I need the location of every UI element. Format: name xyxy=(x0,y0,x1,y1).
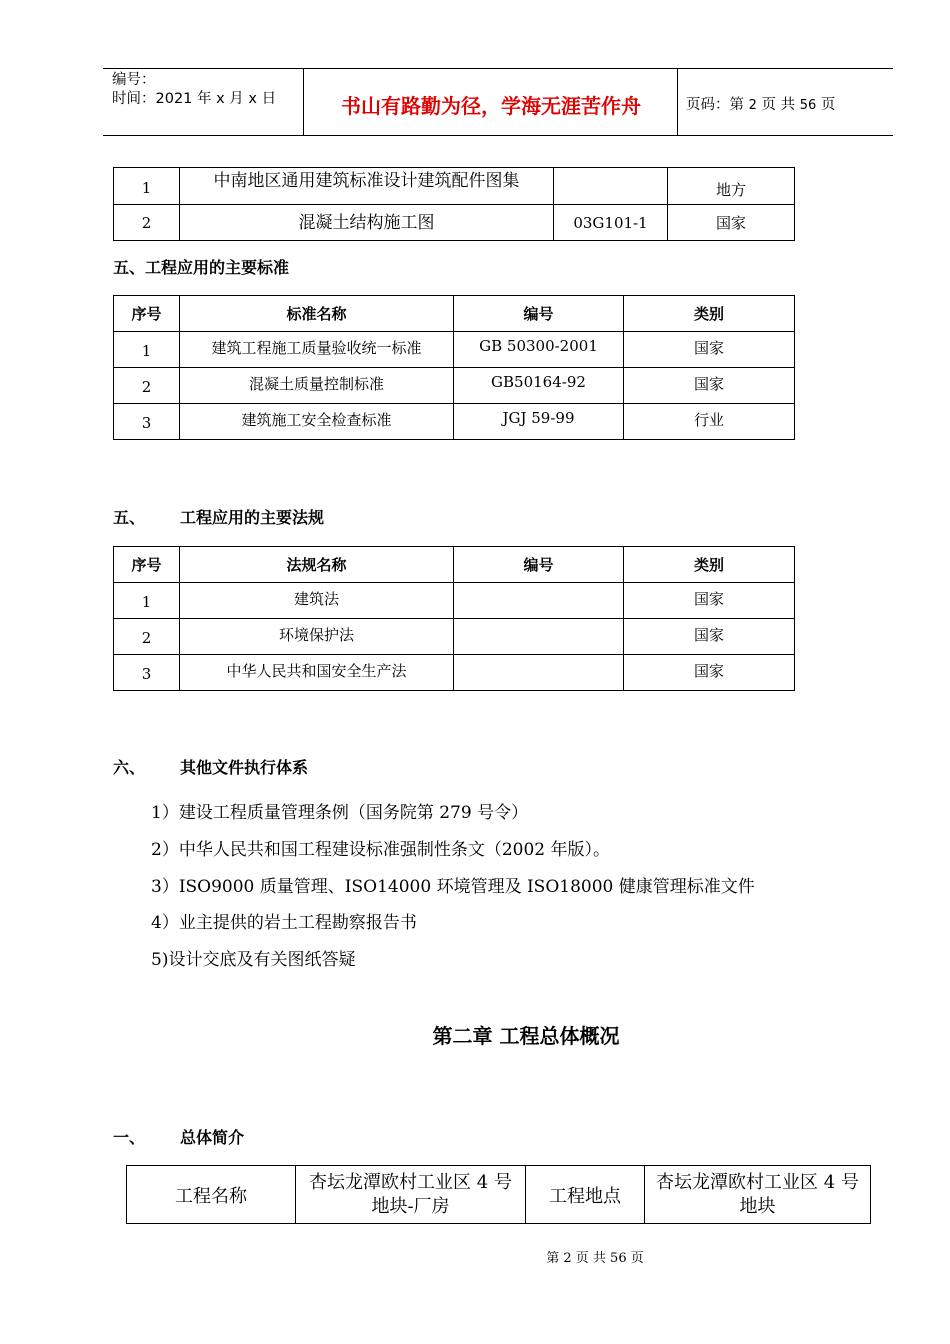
header-top-rule xyxy=(103,68,893,69)
cell-project-name-value: 杏坛龙潭欧村工业区 4 号地块-厂房 xyxy=(296,1166,526,1224)
section-other-number: 六、 xyxy=(113,758,146,777)
cell-no: 1 xyxy=(114,332,180,368)
list-item: 5)设计交底及有关图纸答疑 xyxy=(151,950,356,970)
header-cell-code: 编号 xyxy=(454,547,624,583)
cell-code: JGJ 59-99 xyxy=(454,404,624,440)
table-row xyxy=(127,1166,871,1224)
cell-name xyxy=(180,168,554,205)
header-cell-name: 标准名称 xyxy=(180,296,454,332)
list-item: 3）ISO9000 质量管理、ISO14000 环境管理及 ISO18000 健康管理标准文件 xyxy=(151,877,755,897)
header-page-suffix: 页 xyxy=(820,97,836,113)
section-other-title: 其他文件执行体系 xyxy=(180,758,309,777)
cell-type: 地方 xyxy=(668,168,795,205)
cell-name: 建筑施工安全检查标准 xyxy=(180,404,454,440)
cell-project-site-value: 杏坛龙潭欧村工业区 4 号地块 xyxy=(645,1166,871,1224)
table-row xyxy=(114,205,795,241)
header-meta xyxy=(112,71,276,109)
cell-code: GB 50300-2001 xyxy=(454,332,624,368)
cell-code: GB50164-92 xyxy=(454,368,624,404)
cell-no: 2 xyxy=(114,205,180,241)
cell-no: 2 xyxy=(114,619,180,655)
cell-type: 国家 xyxy=(668,205,795,241)
header-motto: 书山有路勤为径，学海无涯苦作舟 xyxy=(341,94,641,118)
header-cell-code: 编号 xyxy=(454,296,624,332)
cell-name: 混凝土质量控制标准 xyxy=(180,368,454,404)
table-header-row xyxy=(114,547,795,583)
cell-name: 环境保护法 xyxy=(180,619,454,655)
list-item: 4）业主提供的岩土工程勘察报告书 xyxy=(151,913,417,933)
cell-code xyxy=(454,583,624,619)
section-standards-title: 五、工程应用的主要标准 xyxy=(113,258,290,277)
header-cell-name: 法规名称 xyxy=(180,547,454,583)
cell-name: 建筑法 xyxy=(180,583,454,619)
header-cell-type: 类别 xyxy=(624,547,795,583)
section-laws-number: 五、 xyxy=(113,508,146,527)
overview-table xyxy=(126,1165,871,1224)
header-page-number: 2 xyxy=(748,98,757,113)
cell-project-name-label: 工程名称 xyxy=(127,1166,296,1224)
laws-table xyxy=(113,546,795,691)
cell-type: 行业 xyxy=(624,404,795,440)
cell-type: 国家 xyxy=(624,583,795,619)
cell-no: 1 xyxy=(114,583,180,619)
cell-name: 混凝土结构施工图 xyxy=(180,205,554,241)
cell-type: 国家 xyxy=(624,619,795,655)
header-page-info xyxy=(686,93,835,114)
cell-no: 1 xyxy=(114,168,180,205)
table-row xyxy=(114,619,795,655)
cell-name: 中华人民共和国安全生产法 xyxy=(180,655,454,691)
table-row xyxy=(114,655,795,691)
cell-type: 国家 xyxy=(624,655,795,691)
table-row xyxy=(114,332,795,368)
cell-code xyxy=(454,655,624,691)
section-laws-title: 工程应用的主要法规 xyxy=(180,508,325,527)
cell-project-site-label: 工程地点 xyxy=(526,1166,645,1224)
header-cell-no: 序号 xyxy=(114,296,180,332)
header-cell-type: 类别 xyxy=(624,296,795,332)
standards-table xyxy=(113,295,795,440)
header-number-label: 编号： xyxy=(112,72,156,88)
cell-code: 03G101-1 xyxy=(554,205,668,241)
page-footer xyxy=(0,1247,950,1266)
cell-type: 国家 xyxy=(624,332,795,368)
cell-name-text: 中南地区通用建筑标准设计建筑配件图集 xyxy=(213,171,520,191)
header-page-mid: 页 共 xyxy=(761,97,796,113)
section-overview-number: 一、 xyxy=(113,1128,146,1147)
footer-page-text: 第 2 页 共 56 页 xyxy=(546,1251,644,1266)
header-date: 时间：2021 年 x 月 x 日 xyxy=(112,91,277,107)
cell-code xyxy=(454,619,624,655)
cell-type: 国家 xyxy=(624,368,795,404)
cell-code xyxy=(554,168,668,205)
cell-no: 3 xyxy=(114,404,180,440)
header-page-prefix: 页码：第 xyxy=(686,97,744,113)
list-item: 1）建设工程质量管理条例（国务院第 279 号令） xyxy=(151,803,529,823)
table-row xyxy=(114,168,795,205)
header-bottom-rule xyxy=(103,135,893,136)
chapter-title: 第二章 工程总体概况 xyxy=(432,1024,620,1048)
header-cell-no: 序号 xyxy=(114,547,180,583)
header-page-total: 56 xyxy=(799,98,817,113)
list-item: 2）中华人民共和国工程建设标准强制性条文（2002 年版）。 xyxy=(151,840,610,860)
table-row xyxy=(114,583,795,619)
section-overview-title: 总体简介 xyxy=(180,1128,245,1147)
table-row xyxy=(114,404,795,440)
cell-name: 建筑工程施工质量验收统一标准 xyxy=(180,332,454,368)
table-row xyxy=(114,368,795,404)
reference-table-continued xyxy=(113,167,795,241)
cell-no: 2 xyxy=(114,368,180,404)
cell-no: 3 xyxy=(114,655,180,691)
table-header-row xyxy=(114,296,795,332)
